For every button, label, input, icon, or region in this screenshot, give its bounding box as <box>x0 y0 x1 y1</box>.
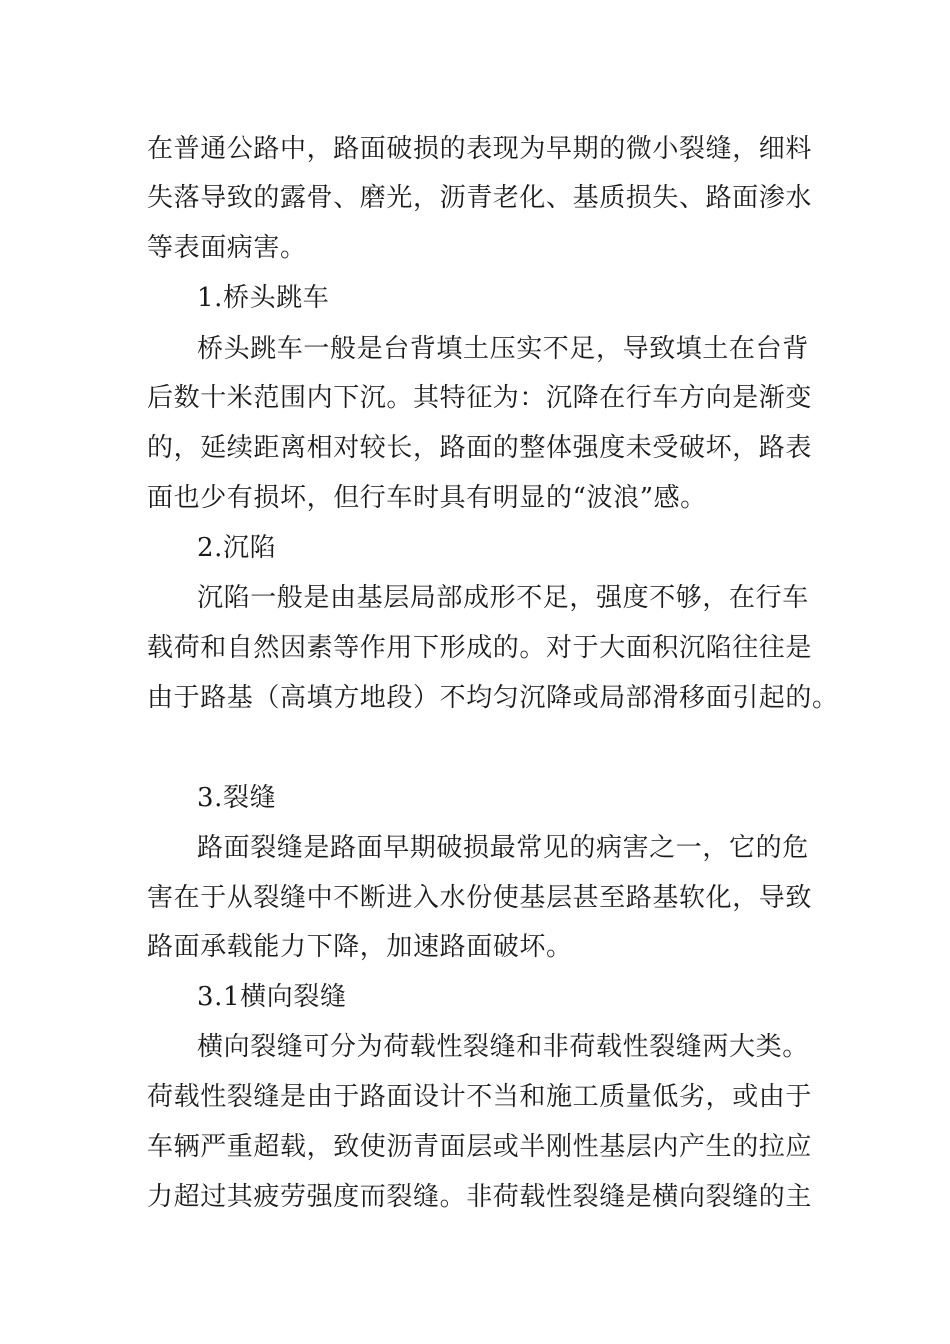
paragraph-line: 面也少有损坏，但行车时具有明显的“波浪”感。 <box>147 483 707 513</box>
paragraph-line: 害在于从裂缝中不断进入水份使基层甚至路基软化，导致 <box>147 883 813 913</box>
paragraph-line: 路面裂缝是路面早期破损最常见的病害之一，它的危 <box>197 833 809 863</box>
subsection-heading: 3.1横向裂缝 <box>197 982 347 1012</box>
paragraph-line: 荷载性裂缝是由于路面设计不当和施工质量低劣，或由于 <box>147 1082 813 1112</box>
paragraph-line: 等表面病害。 <box>147 233 307 263</box>
paragraph-line: 后数十米范围内下沉。其特征为：沉降在行车方向是渐变 <box>147 383 813 413</box>
section-heading: 3.裂缝 <box>197 783 277 813</box>
paragraph-line: 路面承载能力下降，加速路面破坏。 <box>147 932 573 962</box>
paragraph-line: 失落导致的露骨、磨光，沥青老化、基质损失、路面渗水 <box>147 183 813 213</box>
paragraph-line: 车辆严重超载，致使沥青面层或半刚性基层内产生的拉应 <box>147 1132 813 1162</box>
paragraph-line: 由于路基（高填方地段）不均匀沉降或局部滑移面引起的。 <box>147 683 839 713</box>
paragraph-line: 载荷和自然因素等作用下形成的。对于大面积沉陷往往是 <box>147 633 813 663</box>
section-heading: 1.桥头跳车 <box>197 283 330 313</box>
section-heading: 2.沉陷 <box>197 533 277 563</box>
paragraph-line: 的，延续距离相对较长，路面的整体强度未受破坏，路表 <box>147 433 813 463</box>
paragraph-line: 沉陷一般是由基层局部成形不足，强度不够，在行车 <box>197 583 809 613</box>
paragraph-line: 力超过其疲劳强度而裂缝。非荷载性裂缝是横向裂缝的主 <box>147 1182 813 1212</box>
paragraph-line: 桥头跳车一般是台背填土压实不足，导致填土在台背 <box>197 334 809 364</box>
paragraph-line: 横向裂缝可分为荷载性裂缝和非荷载性裂缝两大类。 <box>197 1032 809 1062</box>
paragraph-line: 在普通公路中，路面破损的表现为早期的微小裂缝，细料 <box>147 134 813 164</box>
